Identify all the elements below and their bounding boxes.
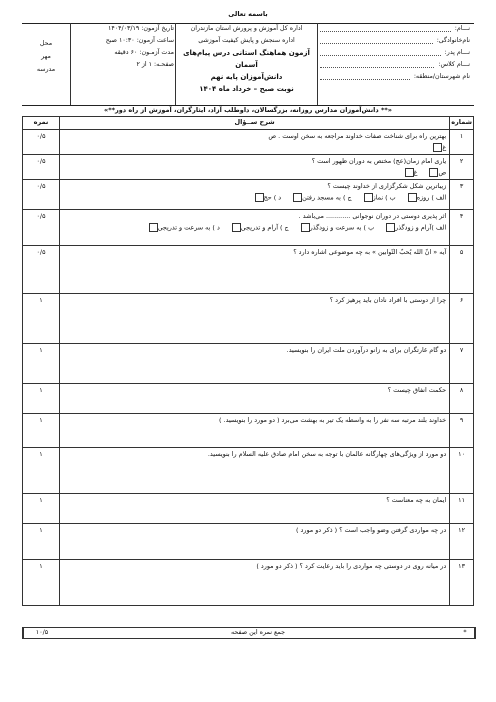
question-cell xyxy=(60,130,450,155)
question-number: ۱۱ xyxy=(450,494,474,524)
question-row xyxy=(23,414,474,448)
question-number: ۳ xyxy=(450,180,474,210)
question-cell xyxy=(60,524,450,560)
question-score: ۱ xyxy=(23,494,60,524)
question-text: در میانه روی در دوستی چه مواردی را باید رعایت کرد ؟ ( ذکر دو مورد ) xyxy=(256,562,447,570)
question-number: ۸ xyxy=(450,384,474,414)
question-text: حکمت انفاق چیست ؟ xyxy=(387,386,447,394)
checkbox-icon[interactable] xyxy=(232,223,241,232)
question-score: ۱ xyxy=(23,448,60,494)
question-score: ۱ xyxy=(23,294,60,344)
question-number: ۹ xyxy=(450,414,474,448)
checkbox-icon[interactable] xyxy=(386,223,395,232)
grade: دانش‌آموزان پایه نهم xyxy=(210,73,283,81)
checkbox-icon[interactable] xyxy=(405,168,414,177)
question-text: چرا از دوستی با افراد نادان باید پرهیز کرد ؟ xyxy=(329,296,447,304)
footer-score: ۱۰/۵ xyxy=(23,628,60,638)
family-field[interactable]: نام‌خانوادگی: xyxy=(320,35,470,47)
col-desc: شرح ســؤال xyxy=(60,117,450,130)
question-cell xyxy=(60,210,450,246)
option-label: ج ) به مسجد رفتن xyxy=(302,193,352,202)
option-label: الف )آرام و زودگذر xyxy=(395,223,447,232)
answer-option[interactable] xyxy=(291,193,352,202)
answer-option[interactable] xyxy=(230,223,289,232)
question-row xyxy=(23,384,474,414)
father-field[interactable]: نـــام پدر: xyxy=(320,47,470,59)
question-number: ۷ xyxy=(450,344,474,384)
question-row xyxy=(23,560,474,606)
option-label: غ xyxy=(442,143,447,152)
question-score: ۱ xyxy=(23,524,60,560)
question-cell xyxy=(60,246,450,294)
question-cell xyxy=(60,294,450,344)
question-number: ۴ xyxy=(450,210,474,246)
checkbox-icon[interactable] xyxy=(293,193,302,202)
school-stamp-area: محل مهر مدرسه xyxy=(36,40,56,73)
question-text: زیباترین شکل شکرگزاری از خداوند چیست ؟ xyxy=(327,182,447,190)
exam-title: آزمون هماهنگ استانی درس پیام‌های آسمان xyxy=(183,49,310,69)
footer-mark: * xyxy=(456,628,475,638)
question-cell xyxy=(60,414,450,448)
option-label: ج ) آرام و تدریجی xyxy=(240,223,289,232)
question-text: یاری امام زمان(عج) مختص به دوران ظهور است ؟ xyxy=(311,157,447,165)
question-number: ۱ xyxy=(450,130,474,155)
question-text: آیه « انّ الله یُحبّ التّوابین » به چه موضوعی اشاره دارد ؟ xyxy=(293,248,447,256)
questions-table xyxy=(22,116,474,606)
answer-option[interactable] xyxy=(253,193,281,202)
student-fields xyxy=(320,23,470,83)
question-cell xyxy=(60,494,450,524)
option-label: ب ) نماز xyxy=(372,193,396,202)
org-line-2: اداره سنجش و پایش کیفیت آموزشی xyxy=(198,37,295,44)
organization-block xyxy=(179,23,314,95)
checkbox-icon[interactable] xyxy=(408,193,417,202)
city-field[interactable]: نام شهرستان/منطقه: xyxy=(320,71,470,83)
answer-option[interactable] xyxy=(431,143,446,152)
question-row xyxy=(23,210,474,246)
checkbox-icon[interactable] xyxy=(301,223,310,232)
exam-info: تاریخ آزمون: ۱۴۰۴/۰۳/۱۹ ساعت آزمون: ۱۰:۳۰ صبح مدت آزمـون: ۶۰ دقیقه صفحـه: ۱ از ۲ xyxy=(105,25,174,68)
question-cell xyxy=(60,180,450,210)
option-label: غ xyxy=(413,168,418,177)
question-number: ۱۲ xyxy=(450,524,474,560)
question-number: ۵ xyxy=(450,246,474,294)
question-score: ۱ xyxy=(23,384,60,414)
class-field[interactable]: نـــام کلاس: xyxy=(320,59,470,71)
answer-option[interactable] xyxy=(299,223,374,232)
question-cell xyxy=(60,344,450,384)
answer-option[interactable] xyxy=(147,223,220,232)
question-row xyxy=(23,448,474,494)
question-row xyxy=(23,130,474,155)
col-num: شماره xyxy=(450,117,474,130)
bismillah: باسمه تعالی xyxy=(228,10,268,18)
option-label: د ) حج xyxy=(263,193,282,202)
option-label: ب ) به سرعت و زودگذر xyxy=(309,223,375,232)
question-text: دو مورد از ویژگی‌های چهارگانه عالمان با توجه به سخن امام صادق علیه السلام را بنویسید. xyxy=(207,450,447,458)
option-label: ص xyxy=(438,168,447,177)
question-score: ۱ xyxy=(23,344,60,384)
question-score: ۱ xyxy=(23,414,60,448)
question-row xyxy=(23,294,474,344)
question-score: ۰/۵ xyxy=(23,210,60,246)
question-cell xyxy=(60,155,450,180)
question-row xyxy=(23,494,474,524)
question-cell xyxy=(60,560,450,606)
question-text: خداوند بلند مرتبه سه نفر را به واسطه یک تیر به بهشت می‌برد ( دو مورد را بنویسید. ) xyxy=(219,416,447,424)
question-number: ۶ xyxy=(450,294,474,344)
option-label: الف ) روزه xyxy=(416,193,447,202)
question-text: دو گام غارتگران برای به زانو درآوردن ملت ایران را بنویسید. xyxy=(286,346,447,354)
notice: «** دانش‌آموزان مدارس روزانه، بزرگسالان، داوطلب آزاد، ایثارگران، آموزش از راه دور**» xyxy=(104,106,392,114)
question-score: ۰/۵ xyxy=(23,130,60,155)
footer-label: جمع نمره این صفحه xyxy=(230,628,286,636)
question-score: ۰/۵ xyxy=(23,180,60,210)
question-text: ایمان به چه معناست ؟ xyxy=(386,496,447,504)
answer-option[interactable] xyxy=(362,193,396,202)
question-row xyxy=(23,524,474,560)
question-number: ۲ xyxy=(450,155,474,180)
checkbox-icon[interactable] xyxy=(255,193,264,202)
question-number: ۱۳ xyxy=(450,560,474,606)
answer-option[interactable] xyxy=(403,168,418,177)
question-text: اثر پذیری دوستی در دوران نوجوانی ............ می‌باشد . xyxy=(298,212,447,220)
org-line-1: اداره کل آموزش و پرورش استان مازندران xyxy=(190,25,303,32)
question-text: بهترین راه برای شناخت صفات خداوند مراجعه به سخن اوست . ص xyxy=(268,132,447,140)
question-row xyxy=(23,180,474,210)
session: نوبت صبح – خرداد ماه ۱۴۰۴ xyxy=(199,85,294,93)
exam-header xyxy=(22,23,474,105)
checkbox-icon[interactable] xyxy=(149,223,158,232)
col-score: نمره xyxy=(23,117,60,130)
question-score: ۱ xyxy=(23,560,60,606)
question-text: در چه مواردی گرفتن وضو واجب است ؟ ( ذکر دو مورد ) xyxy=(295,526,447,534)
option-label: د ) به سرعت و تدریجی xyxy=(157,223,220,232)
question-cell xyxy=(60,384,450,414)
answer-option[interactable] xyxy=(406,193,447,202)
name-field[interactable]: نـــام: xyxy=(320,23,470,35)
question-row xyxy=(23,344,474,384)
question-score: ۰/۵ xyxy=(23,246,60,294)
answer-option[interactable] xyxy=(427,168,446,177)
question-row xyxy=(23,155,474,180)
page-total xyxy=(22,627,476,639)
question-row xyxy=(23,246,474,294)
question-cell xyxy=(60,448,450,494)
answer-option[interactable] xyxy=(384,223,446,232)
question-number: ۱۰ xyxy=(450,448,474,494)
question-score: ۰/۵ xyxy=(23,155,60,180)
checkbox-icon[interactable] xyxy=(364,193,373,202)
